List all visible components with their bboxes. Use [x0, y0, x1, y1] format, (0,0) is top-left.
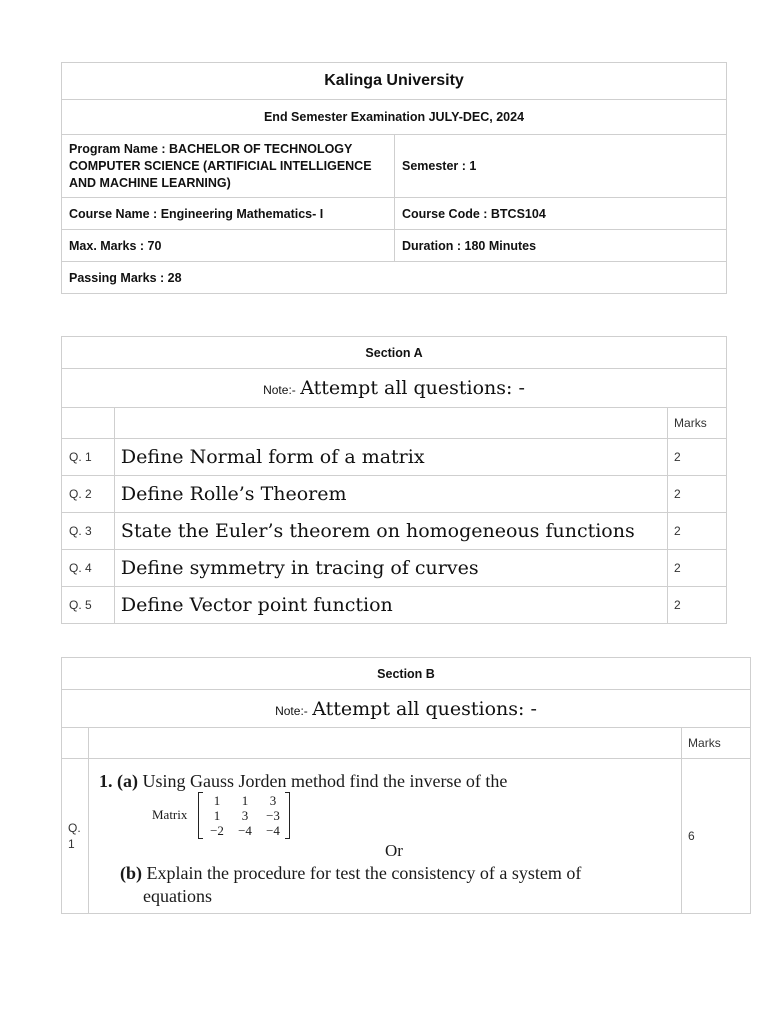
- section-b-table: [61, 657, 751, 914]
- part-b-label: (b): [119, 863, 142, 883]
- question-text: State the Euler’s theorem on homogeneous functions: [114, 513, 667, 550]
- matrix-cell: −3: [266, 808, 280, 823]
- exam-header-table: [61, 62, 727, 294]
- question-number: [62, 759, 89, 914]
- section-a-title: Section A: [62, 337, 727, 369]
- part-b-line: [120, 863, 581, 884]
- university-name: Kalinga University: [62, 63, 727, 100]
- exam-title: End Semester Examination JULY-DEC, 2024: [62, 100, 727, 135]
- question-marks: 2: [668, 587, 727, 624]
- matrix-grid: [204, 793, 286, 838]
- question-number-part: Q.: [68, 821, 81, 835]
- note-label: Note:-: [275, 703, 308, 718]
- question-number: Q. 4: [62, 550, 115, 587]
- matrix-cell: −4: [266, 823, 280, 838]
- table-row: [62, 439, 727, 476]
- note-label: Note:-: [263, 383, 296, 397]
- header-blank-cell: [62, 408, 115, 439]
- marks-header: Marks: [682, 728, 751, 759]
- program-line: AND MACHINE LEARNING): [69, 175, 231, 190]
- section-a-table: [61, 336, 727, 624]
- table-row: [62, 476, 727, 513]
- question-text: [88, 759, 681, 914]
- marks-header: Marks: [668, 408, 727, 439]
- part-a-text: Using Gauss Jorden method find the inverse of the: [142, 771, 508, 791]
- question-text: Define Rolle’s Theorem: [114, 476, 667, 513]
- program-line: COMPUTER SCIENCE (ARTIFICIAL INTELLIGENCE: [69, 158, 372, 173]
- matrix-right-bracket: [285, 792, 290, 839]
- course-code: Course Code : BTCS104: [395, 198, 727, 230]
- section-b-note: [62, 690, 751, 728]
- table-row: [62, 587, 727, 624]
- question-number-part: 1: [68, 837, 75, 851]
- duration: Duration : 180 Minutes: [395, 230, 727, 262]
- question-text: Define Vector point function: [114, 587, 667, 624]
- max-marks: Max. Marks : 70: [62, 230, 395, 262]
- question-marks: 2: [668, 439, 727, 476]
- program-name: [62, 135, 395, 198]
- table-row: [62, 513, 727, 550]
- part-a-label: (a): [116, 771, 138, 791]
- part-a-line: [99, 771, 507, 792]
- note-text: Attempt all questions: -: [312, 697, 537, 720]
- table-row: [62, 550, 727, 587]
- header-blank-cell: [88, 728, 681, 759]
- question-marks: 2: [668, 513, 727, 550]
- matrix-label: Matrix: [151, 807, 188, 822]
- question-marks: 2: [668, 476, 727, 513]
- part-b-text: Explain the procedure for test the consistency of a system of: [146, 863, 582, 883]
- note-text: Attempt all questions: -: [300, 377, 525, 399]
- question-body-image: [89, 759, 681, 913]
- matrix-cell: 1: [213, 793, 221, 808]
- question-number: Q. 5: [62, 587, 115, 624]
- semester: Semester : 1: [395, 135, 727, 198]
- question-text: Define Normal form of a matrix: [114, 439, 667, 476]
- matrix-cell: −4: [238, 823, 252, 838]
- question-number: Q. 2: [62, 476, 115, 513]
- question-marks: 6: [682, 759, 751, 914]
- matrix-cell: 3: [269, 793, 277, 808]
- course-name: Course Name : Engineering Mathematics- I: [62, 198, 395, 230]
- matrix: [198, 792, 290, 839]
- matrix-cell: 1: [213, 808, 221, 823]
- matrix-left-bracket: [198, 792, 203, 839]
- table-row: [62, 759, 751, 914]
- header-blank-cell: [114, 408, 667, 439]
- matrix-cell: 1: [241, 793, 249, 808]
- question-main-number: 1.: [98, 771, 113, 791]
- question-number: Q. 1: [62, 439, 115, 476]
- question-number: Q. 3: [62, 513, 115, 550]
- header-blank-cell: [62, 728, 89, 759]
- or-separator: Or: [384, 841, 403, 860]
- matrix-cell: 3: [241, 808, 249, 823]
- section-a-note: [62, 369, 727, 408]
- question-text: Define symmetry in tracing of curves: [114, 550, 667, 587]
- section-b-title: Section B: [62, 658, 751, 690]
- question-marks: 2: [668, 550, 727, 587]
- part-b-line-2: equations: [142, 886, 212, 906]
- matrix-cell: −2: [210, 823, 224, 838]
- program-line: Program Name : BACHELOR OF TECHNOLOGY: [69, 141, 353, 156]
- passing-marks: Passing Marks : 28: [62, 262, 727, 294]
